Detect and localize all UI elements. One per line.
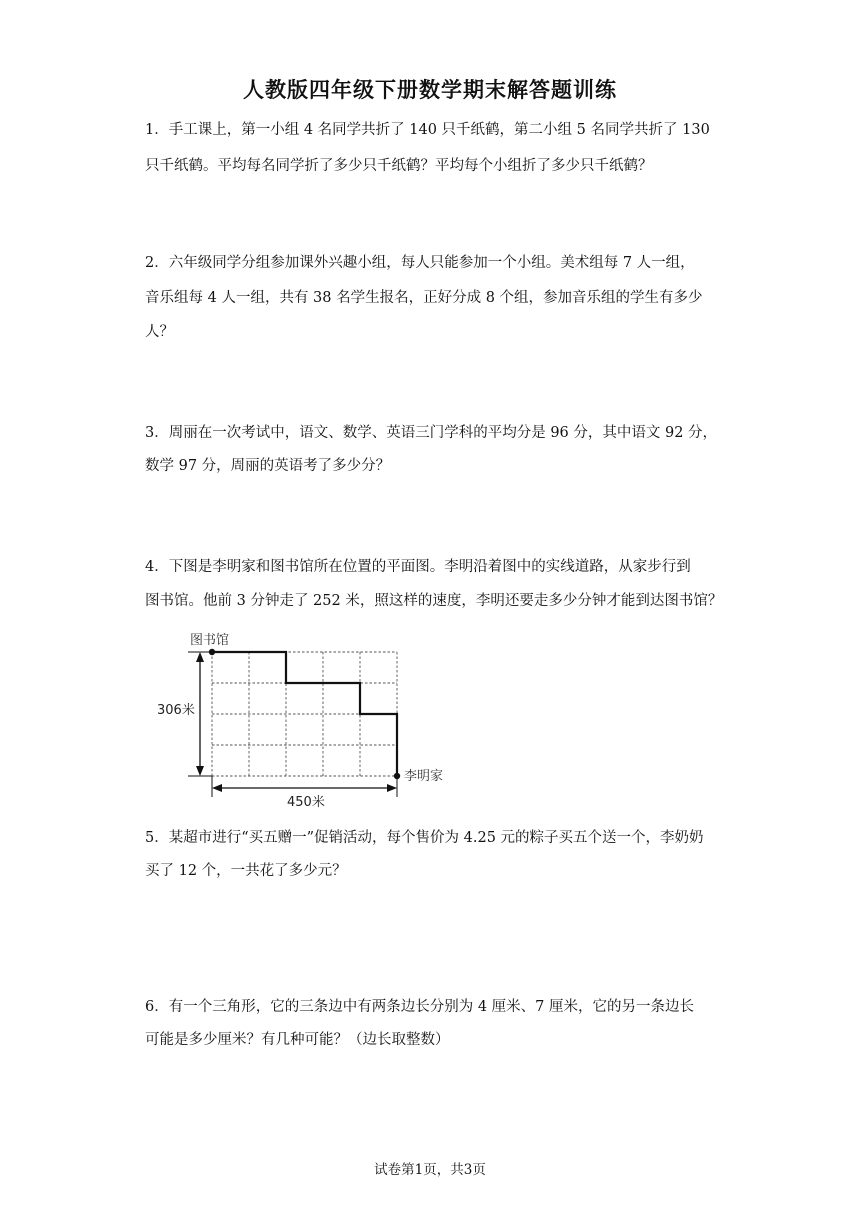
q6-line-2: 可能是多少厘米？有几种可能？（边长取整数） <box>145 1032 450 1048</box>
q2-line-3: 人？ <box>145 324 174 340</box>
height-label: 306米 <box>157 703 195 718</box>
width-arrow-left <box>212 784 222 792</box>
q1-line-2: 只千纸鹤。平均每名同学折了多少只千纸鹤？平均每个小组折了多少只千纸鹤？ <box>145 158 653 174</box>
q2-line-1: 2．六年级同学分组参加课外兴趣小组，每人只能参加一个小组。美术组每 7 人一组， <box>145 255 695 271</box>
route-map-figure <box>150 625 470 815</box>
width-arrow-right <box>387 784 397 792</box>
home-label: 李明家 <box>404 769 444 784</box>
height-arrow-top <box>196 652 204 662</box>
q5-line-1: 5．某超市进行“买五赠一”促销活动，每个售价为 4.25 元的粽子买五个送一个，李奶奶 <box>145 830 704 846</box>
q3-line-2: 数学 97 分，周丽的英语考了多少分？ <box>145 458 391 474</box>
q4-line-1: 4．下图是李明家和图书馆所在位置的平面图。李明沿着图中的实线道路，从家步行到 <box>145 559 691 575</box>
width-label: 450米 <box>287 795 325 810</box>
page-title: 人教版四年级下册数学期末解答题训练 <box>243 77 617 102</box>
library-label: 图书馆 <box>190 633 230 648</box>
q6-line-1: 6．有一个三角形，它的三条边中有两条边长分别为 4 厘米、7 厘米，它的另一条边长 <box>145 999 695 1015</box>
q4-line-2: 图书馆。他前 3 分钟走了 252 米，照这样的速度，李明还要走多少分钟才能到达图书馆？ <box>145 593 723 609</box>
q2-line-2: 音乐组每 4 人一组，共有 38 名学生报名，正好分成 8 个组，参加音乐组的学生有多少 <box>145 290 703 306</box>
page-footer: 试卷第1页，共3页 <box>374 1162 486 1178</box>
q5-line-2: 买了 12 个，一共花了多少元？ <box>145 863 347 879</box>
q3-line-1: 3．周丽在一次考试中，语文、数学、英语三门学科的平均分是 96 分，其中语文 92 分， <box>145 425 718 441</box>
height-arrow-bottom <box>196 766 204 776</box>
q1-line-1: 1．手工课上，第一小组 4 名同学共折了 140 只千纸鹤，第二小组 5 名同学共折了 130 <box>145 122 710 138</box>
